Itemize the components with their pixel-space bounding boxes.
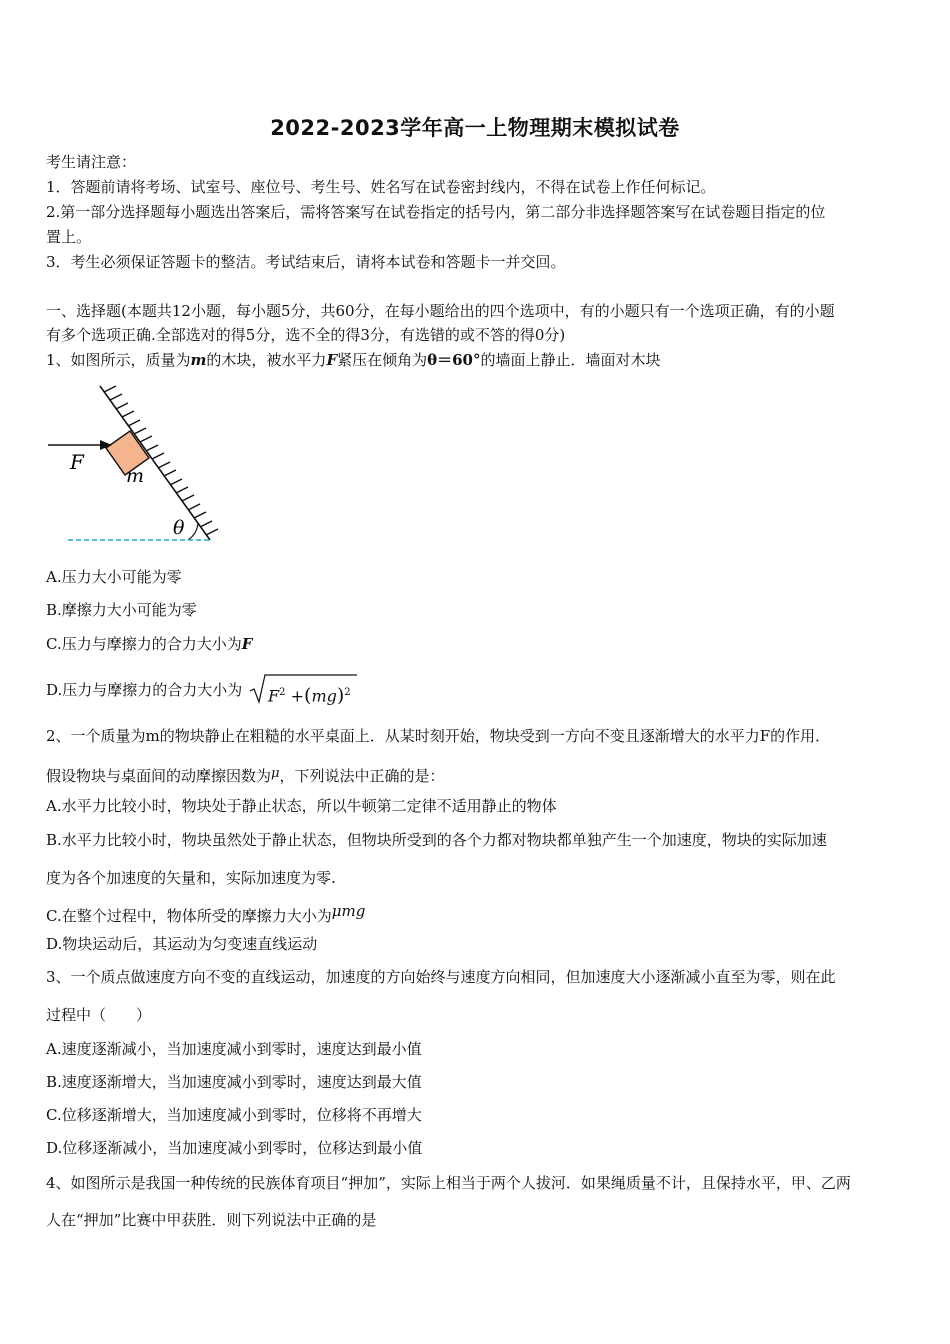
q2-option-c-expr: μmg <box>331 902 366 920</box>
q1-option-d-sqrt-expression: $F^2 +(mg)^2$ <box>249 683 351 706</box>
q1-stem-m: m <box>190 351 207 369</box>
sqrt-radical-icon <box>249 673 359 705</box>
q3-stem-line2: 过程中（ ） <box>46 1006 152 1024</box>
angle-label: θ <box>173 517 185 539</box>
q2-mu: μ <box>271 766 280 781</box>
force-label: F <box>70 450 84 474</box>
page-title: 2022-2023学年高一上物理期末模拟试卷 <box>270 116 680 140</box>
notice-item-1: 1．答题前请将考场、试室号、座位号、考生号、姓名写在试卷密封线内，不得在试卷上作任何标记。 <box>46 178 716 196</box>
notice-item-2: 2.第一部分选择题每小题选出答案后，需将答案写在试卷指定的括号内，第二部分非选择题答案写在试卷题目指定的位 <box>46 203 826 221</box>
section-heading-line1: 一、选择题(本题共12小题，每小题5分，共60分，在每小题给出的四个选项中，有的小题只有一个选项正确，有的小题 <box>46 302 835 320</box>
q1-option-d-text: D.压力与摩擦力的合力大小为 <box>46 681 243 699</box>
q1-option-d <box>46 680 908 706</box>
q1-stem-F: F <box>326 351 338 369</box>
q1-option-c-F: F <box>241 635 253 653</box>
q2-option-b-line1: B.水平力比较小时，物块虽然处于静止状态，但物块所受到的各个力都对物块都单独产生一个加速度，物块的实际加速 <box>46 831 827 849</box>
q4-stem-line1: 4、如图所示是我国一种传统的民族体育项目“押加”，实际上相当于两个人拔河．如果绳质量不计，且保持水平，甲、乙两 <box>46 1174 851 1192</box>
q3-stem-line1: 3、一个质点做速度方向不变的直线运动，加速度的方向始终与速度方向相同，但加速度大小逐渐减小直至为零，则在此 <box>46 968 836 986</box>
q2-option-c <box>46 901 908 926</box>
section-heading-line2: 有多个选项正确.全部选对的得5分，选不全的得3分，有选错的或不答的得0分) <box>46 326 566 344</box>
q2-stem-text-a: 假设物块与桌面间的动摩擦因数为 <box>46 767 272 785</box>
q1-stem-text-b: 的木块，被水平力 <box>206 351 327 369</box>
mass-label: m <box>126 465 145 487</box>
q3-option-c: C.位移逐渐增大，当加速度减小到零时，位移将不再增大 <box>46 1106 422 1124</box>
sqrt-F: F <box>268 686 280 705</box>
q2-option-b-line2: 度为各个加速度的矢量和，实际加速度为零. <box>46 869 336 887</box>
q2-stem-line1: 2、一个质量为m的物块静止在粗糙的水平桌面上．从某时刻开始，物块受到一方向不变且逐渐增大的水平力F的作用． <box>46 727 831 745</box>
q4-stem-line2: 人在“押加”比赛中甲获胜．则下列说法中正确的是 <box>46 1211 377 1229</box>
notice-item-3: 3．考生必须保证答题卡的整洁。考试结束后，请将本试卷和答题卡一并交回。 <box>46 253 566 271</box>
q1-option-c-text: C.压力与摩擦力的合力大小为 <box>46 635 242 653</box>
q1-stem-text-d: 的墙面上静止．墙面对木块 <box>480 351 661 369</box>
q1-stem <box>46 350 908 370</box>
q3-option-a: A.速度逐渐减小，当加速度减小到零时，速度达到最小值 <box>46 1040 422 1058</box>
q1-option-c <box>46 634 908 654</box>
q2-option-a: A.水平力比较小时，物块处于静止状态，所以牛顿第二定律不适用静止的物体 <box>46 797 557 815</box>
sqrt-plus: + <box>290 686 305 705</box>
sqrt-mg-exponent: 2 <box>344 686 351 698</box>
sqrt-mg: mg <box>311 686 337 705</box>
q3-option-b: B.速度逐渐增大，当加速度减小到零时，速度达到最大值 <box>46 1073 422 1091</box>
q1-option-a: A.压力大小可能为零 <box>46 568 182 586</box>
q1-stem-theta: θ＝60° <box>427 351 481 369</box>
q1-stem-text-a: 1、如图所示，质量为 <box>46 351 191 369</box>
q2-stem-line2 <box>46 764 908 786</box>
q2-stem-text-b: ，下列说法中正确的是： <box>279 767 445 785</box>
q1-stem-text-c: 紧压在倾角为 <box>337 351 428 369</box>
q2-option-c-text: C.在整个过程中，物体所受的摩擦力大小为 <box>46 907 332 925</box>
q1-option-b: B.摩擦力大小可能为零 <box>46 601 197 619</box>
notice-item-2-cont: 置上。 <box>46 228 92 246</box>
q2-option-d: D.物块运动后，其运动为匀变速直线运动 <box>46 935 318 953</box>
notice-heading: 考生请注意： <box>46 153 137 171</box>
angle-arc <box>188 523 198 540</box>
q3-option-d: D.位移逐渐减小，当加速度减小到零时，位移达到最小值 <box>46 1139 423 1157</box>
sqrt-F-exponent: 2 <box>279 686 286 698</box>
q1-figure-incline-diagram <box>40 378 230 548</box>
